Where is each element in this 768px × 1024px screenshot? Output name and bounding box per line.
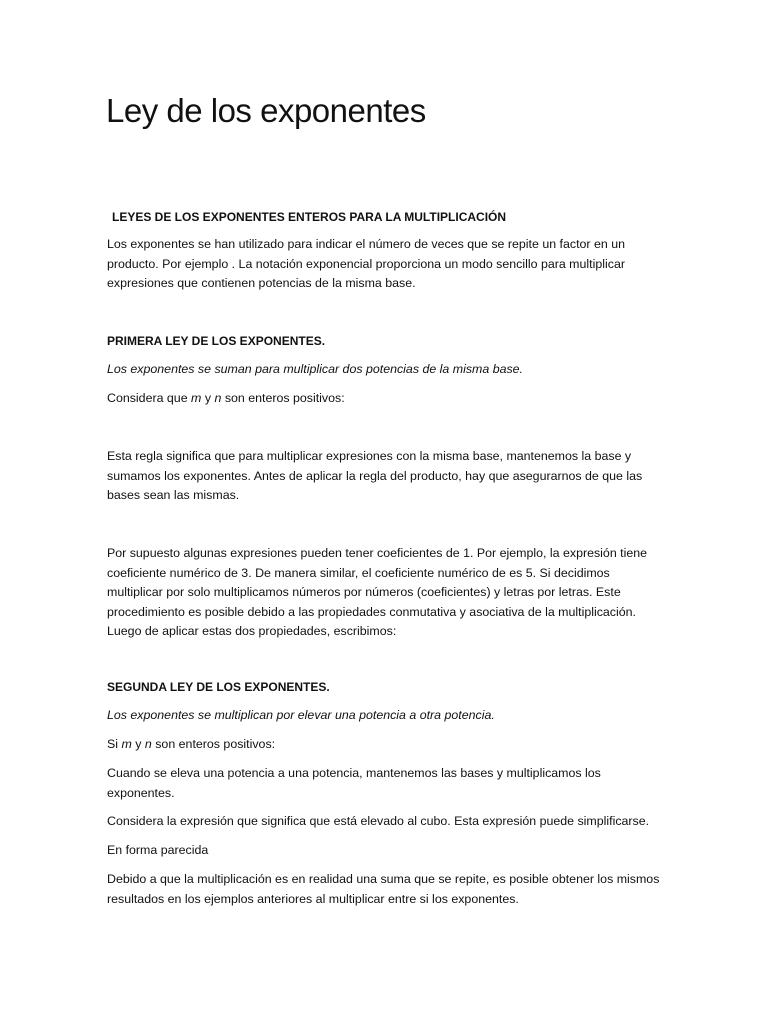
coefficients-paragraph: Por supuesto algunas expresiones pueden tener coeficientes de 1. Por ejemplo, la expresión tiene coeficiente numérico de 3. De manera similar, el coeficiente numérico de es 5. Si decidimos multiplicar por solo multiplicamos números por números (coeficientes) y letras por letras. Este procedimiento es posible debido a las propiedades conmutativa y asociativa de la multiplicación. Luego de aplicar estas dos propiedades, escribimos: (107, 546, 648, 638)
variable-n: n (214, 391, 222, 405)
conjunction: y (201, 391, 215, 405)
variable-m: m (191, 391, 202, 405)
second-law-heading: SEGUNDA LEY DE LOS EXPONENTES. (107, 680, 330, 694)
second-law-statement: Los exponentes se multiplican por elevar una potencia a otra potencia. (107, 708, 495, 722)
intro-paragraph: Los exponentes se han utilizado para indicar el número de veces que se repite un factor en un producto. Por ejemplo . La notación exponencial proporciona un modo sencillo para multiplicar expresiones que contienen potencias de la misma base. (107, 237, 625, 290)
second-law-consider: Considera la expresión que significa que está elevado al cubo. Esta expresión puede simplificarse. (107, 814, 650, 828)
section-heading-multiplication: LEYES DE LOS EXPONENTES ENTEROS PARA LA MULTIPLICACIÓN (112, 210, 507, 224)
si-suffix: son enteros positivos: (151, 737, 276, 751)
first-law-consider (107, 389, 667, 409)
consider-prefix: Considera que (107, 391, 192, 405)
si-prefix: Si (107, 737, 122, 751)
second-law-explanation: Cuando se eleva una potencia a una potencia, mantenemos las bases y multiplicamos los exponentes. (107, 766, 601, 800)
second-law-si (107, 735, 667, 755)
similar-form: En forma parecida (107, 843, 209, 857)
first-law-statement: Los exponentes se suman para multiplicar dos potencias de la misma base. (107, 362, 523, 376)
first-law-explanation: Esta regla significa que para multiplicar expresiones con la misma base, mantenemos la base y sumamos los exponentes. Antes de aplicar la regla del producto, hay que asegurarnos de que las bases sean las mismas. (107, 449, 643, 502)
document-title: Ley de los exponentes (106, 92, 426, 129)
variable-n: n (144, 737, 152, 751)
consider-suffix: son enteros positivos: (221, 391, 345, 405)
first-law-heading: PRIMERA LEY DE LOS EXPONENTES. (107, 334, 326, 348)
variable-m: m (121, 737, 132, 751)
conjunction: y (131, 737, 145, 751)
conclusion-paragraph: Debido a que la multiplicación es en realidad una suma que se repite, es posible obtener los mismos resultados en los ejemplos anteriores al multiplicar entre si los exponentes. (107, 872, 660, 906)
